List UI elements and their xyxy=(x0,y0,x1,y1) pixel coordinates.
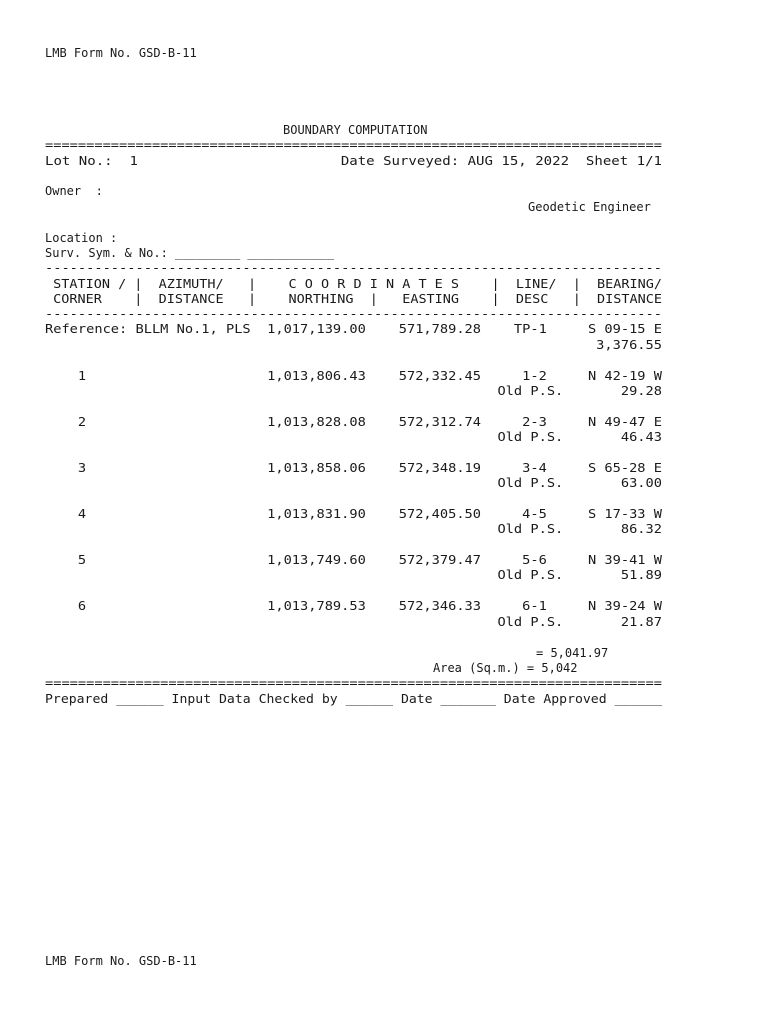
table-row-station-1: 1 1,013,806.43 572,332.45 1-2 N 42-19 W xyxy=(45,369,662,383)
table-row-station-5-desc: Old P.S. 51.89 xyxy=(45,568,662,582)
table-row-station-6-desc: Old P.S. 21.87 xyxy=(45,615,662,629)
double-rule-top: =========================================================================== xyxy=(45,138,662,152)
form-number-bottom: LMB Form No. GSD-B-11 xyxy=(45,954,197,968)
single-rule-header-bottom: --------------------------------------------------------------------------- xyxy=(45,307,662,321)
table-row-station-6: 6 1,013,789.53 572,346.33 6-1 N 39-24 W xyxy=(45,599,662,613)
table-row-station-1-desc: Old P.S. 29.28 xyxy=(45,384,662,398)
table-header-row-1: STATION / | AZIMUTH/ | C O O R D I N A T E S | LINE/ | BEARING/ xyxy=(45,277,662,291)
table-row-reference: Reference: BLLM No.1, PLS 1,017,139.00 571,789.28 TP-1 S 09-15 E xyxy=(45,322,662,336)
table-row-reference-distance: 3,376.55 xyxy=(45,338,662,352)
table-row-station-4: 4 1,013,831.90 572,405.50 4-5 S 17-33 W xyxy=(45,507,662,521)
table-row-station-3-desc: Old P.S. 63.00 xyxy=(45,476,662,490)
table-header-row-2: CORNER | DISTANCE | NORTHING | EASTING | DESC | DISTANCE xyxy=(45,292,662,306)
form-number-top: LMB Form No. GSD-B-11 xyxy=(45,46,197,60)
table-row-station-2: 2 1,013,828.08 572,312.74 2-3 N 49-47 E xyxy=(45,415,662,429)
lot-date-sheet-line: Lot No.: 1 Date Surveyed: AUG 15, 2022 Sheet 1/1 xyxy=(45,154,662,168)
area-total: Area (Sq.m.) = 5,042 xyxy=(433,661,578,675)
single-rule-header-top: --------------------------------------------------------------------------- xyxy=(45,261,662,275)
double-rule-bottom: =========================================================================== xyxy=(45,676,662,690)
signoff-line: Prepared ______ Input Data Checked by ______ Date _______ Date Approved ______ xyxy=(45,692,662,706)
document-title: BOUNDARY COMPUTATION xyxy=(283,123,428,137)
location-line: Location : xyxy=(45,231,118,245)
table-row-station-2-desc: Old P.S. 46.43 xyxy=(45,430,662,444)
area-computed-value: = 5,041.97 xyxy=(536,646,609,660)
geodetic-engineer-label: Geodetic Engineer xyxy=(528,200,651,214)
survey-symbol-line: Surv. Sym. & No.: _________ ____________ xyxy=(45,246,334,260)
table-row-station-4-desc: Old P.S. 86.32 xyxy=(45,522,662,536)
table-row-station-5: 5 1,013,749.60 572,379.47 5-6 N 39-41 W xyxy=(45,553,662,567)
table-row-station-3: 3 1,013,858.06 572,348.19 3-4 S 65-28 E xyxy=(45,461,662,475)
owner-line: Owner : xyxy=(45,184,103,198)
